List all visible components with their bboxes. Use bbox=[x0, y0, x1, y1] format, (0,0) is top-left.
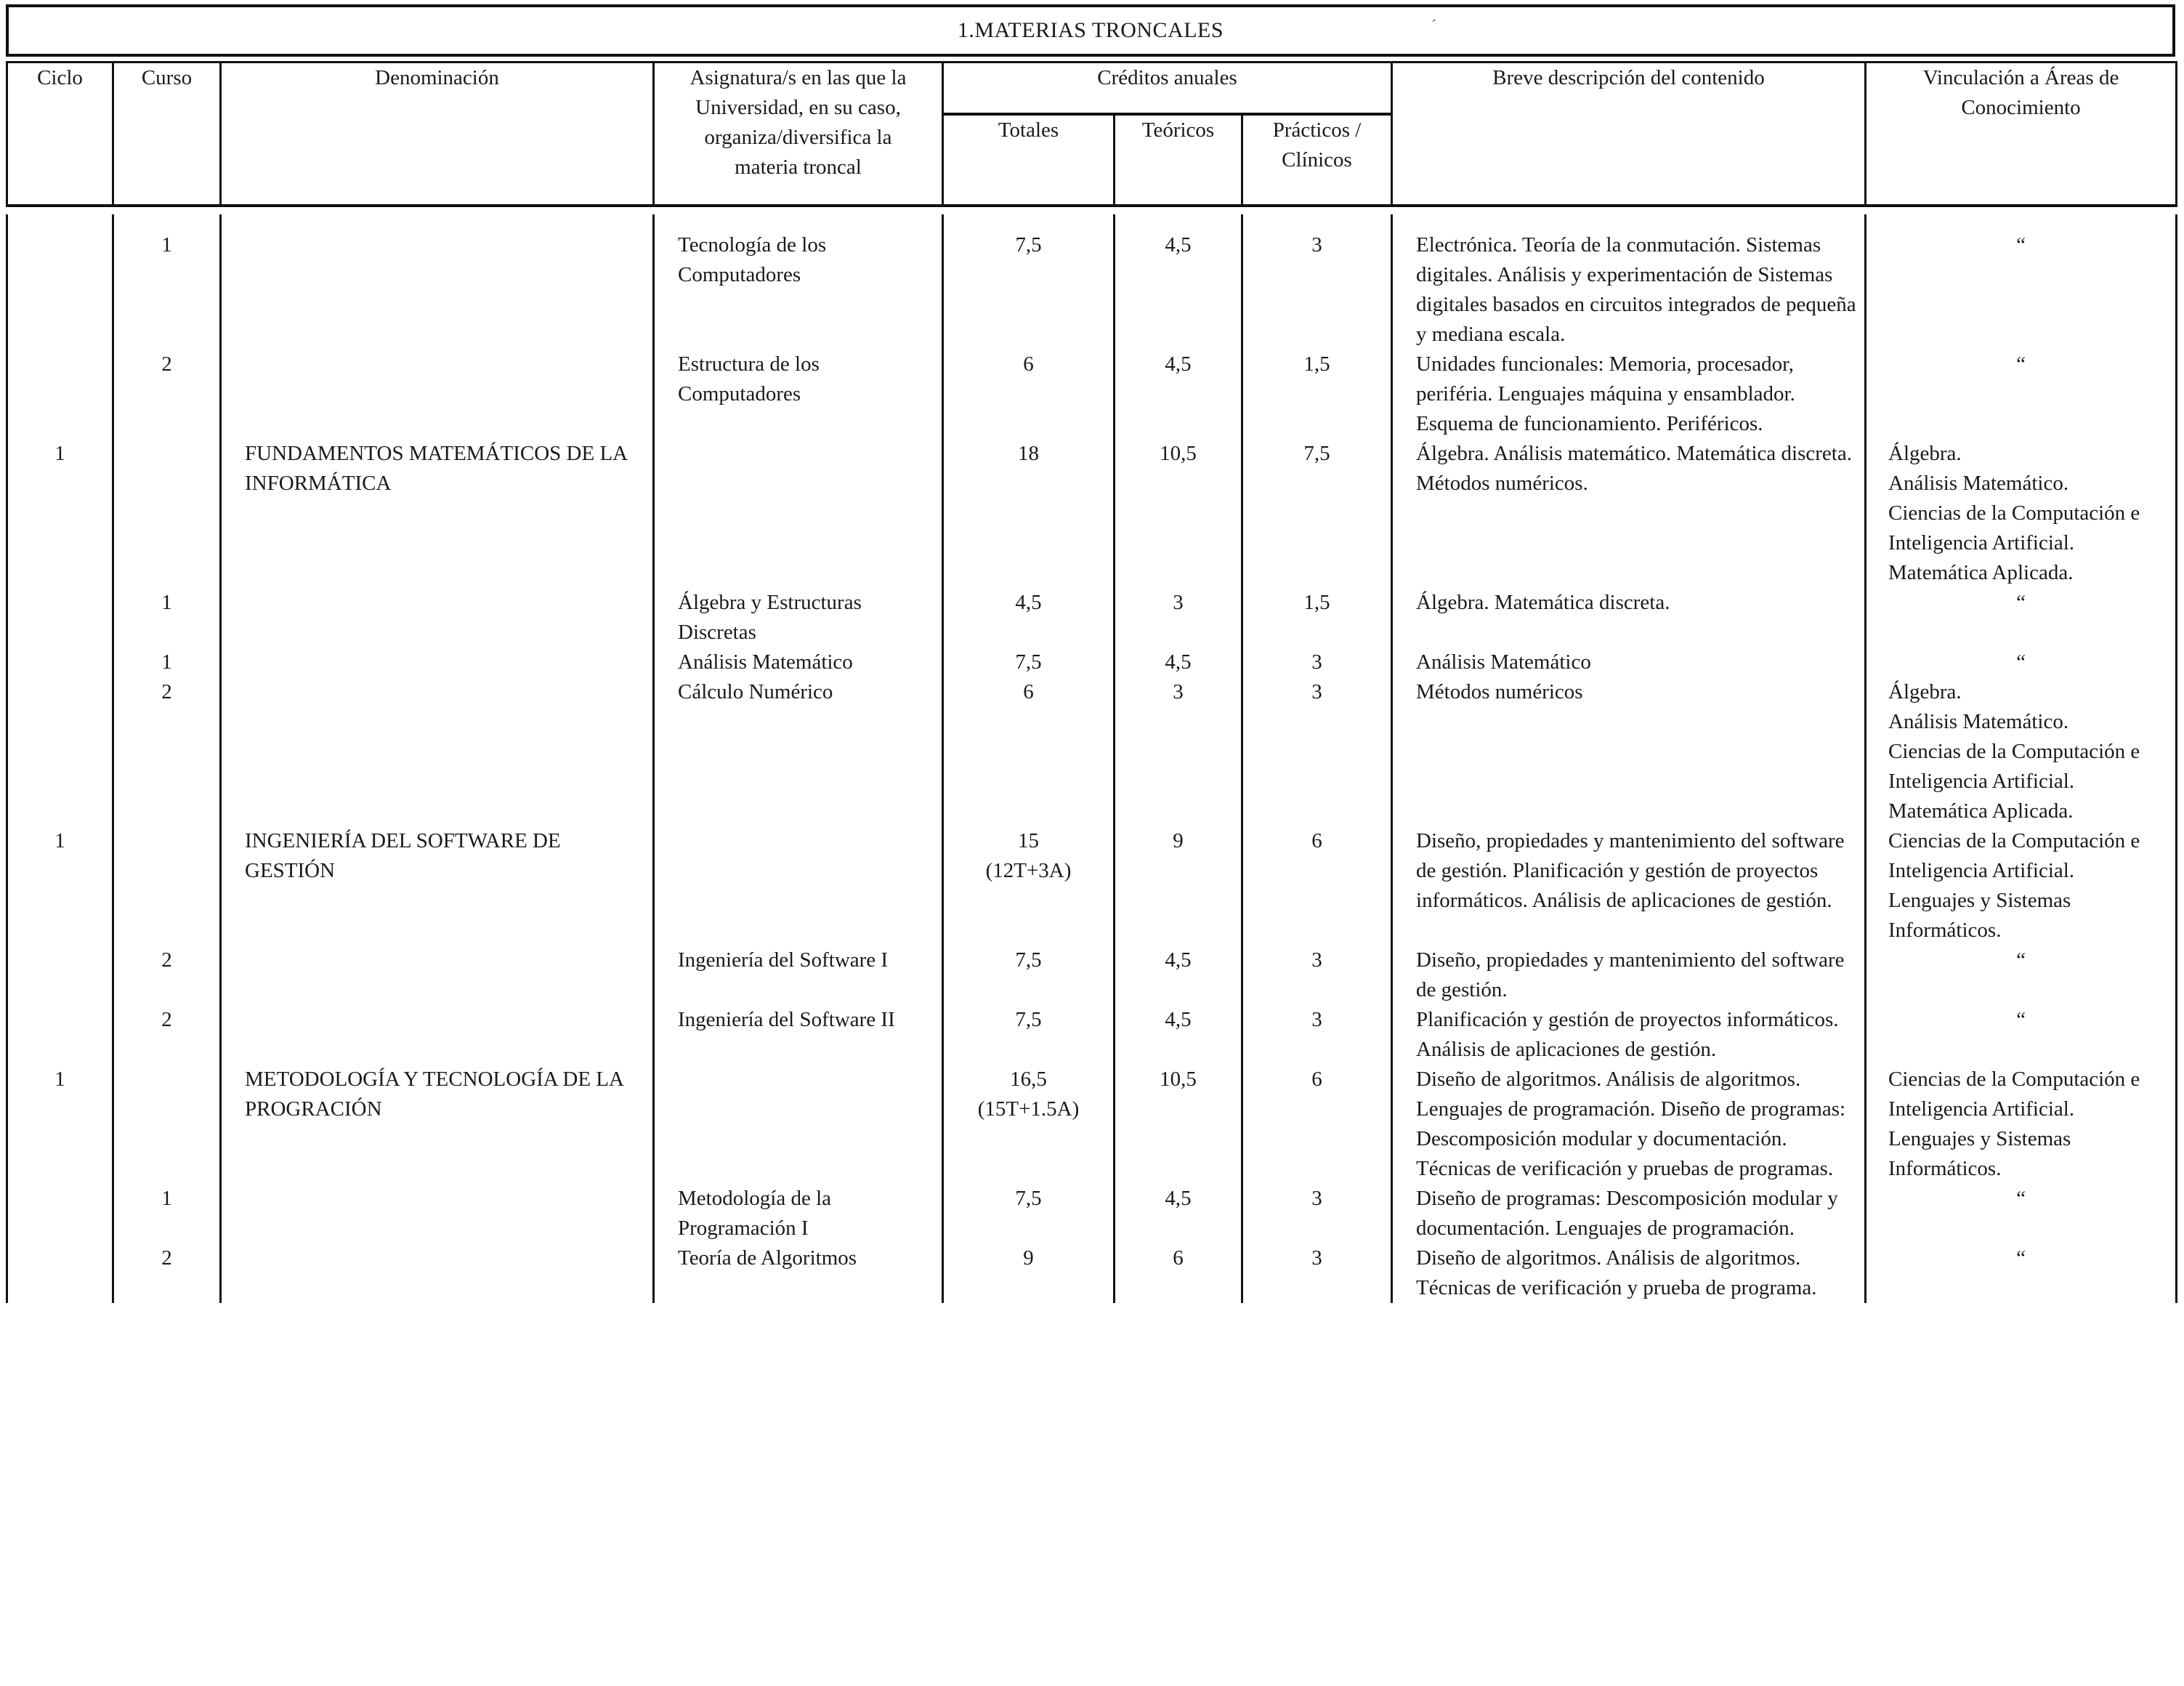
table-row bbox=[7, 1065, 2177, 1184]
cell-ciclo bbox=[7, 1243, 113, 1303]
cell-practicos: 6 bbox=[1242, 1065, 1392, 1184]
cell-teoricos: 3 bbox=[1115, 677, 1242, 826]
cell-asignatura: Teoría de Algoritmos bbox=[654, 1243, 943, 1303]
cell-ciclo: 1 bbox=[7, 826, 113, 945]
cell-teoricos: 4,5 bbox=[1115, 945, 1242, 1005]
cell-curso: 2 bbox=[113, 1243, 221, 1303]
cell-descripcion: Electrónica. Teoría de la conmutación. Sistemas digitales. Análisis y experimentación de Sistemas digitales basados en circuitos integrados de pequeña y mediana escala. bbox=[1392, 214, 1866, 350]
cell-asignatura bbox=[654, 826, 943, 945]
cell-asignatura: Estructura de los Computadores bbox=[654, 350, 943, 439]
cell-totales: 16,5 (15T+1.5A) bbox=[943, 1065, 1115, 1184]
header-ciclo: Ciclo bbox=[7, 62, 113, 206]
cell-practicos: 3 bbox=[1242, 1005, 1392, 1065]
cell-denominacion bbox=[221, 1005, 654, 1065]
cell-asignatura: Álgebra y Estructuras Discretas bbox=[654, 588, 943, 648]
cell-ciclo bbox=[7, 648, 113, 677]
document-page bbox=[6, 4, 2180, 1686]
table-body bbox=[7, 206, 2177, 1303]
cell-asignatura bbox=[654, 1065, 943, 1184]
cell-teoricos: 4,5 bbox=[1115, 1005, 1242, 1065]
table-row bbox=[7, 214, 2177, 350]
cell-curso: 1 bbox=[113, 214, 221, 350]
cell-denominacion bbox=[221, 1243, 654, 1303]
cell-denominacion bbox=[221, 677, 654, 826]
cell-ciclo bbox=[7, 945, 113, 1005]
cell-descripcion: Diseño de programas: Descomposición modular y documentación. Lenguajes de programación. bbox=[1392, 1184, 1866, 1243]
cell-asignatura: Ingeniería del Software I bbox=[654, 945, 943, 1005]
cell-curso: 2 bbox=[113, 350, 221, 439]
cell-asignatura: Tecnología de los Computadores bbox=[654, 214, 943, 350]
cell-asignatura bbox=[654, 439, 943, 588]
cell-descripcion: Diseño de algoritmos. Análisis de algoritmos. Técnicas de verificación y prueba de programa. bbox=[1392, 1243, 1866, 1303]
cell-teoricos: 4,5 bbox=[1115, 648, 1242, 677]
header-curso: Curso bbox=[113, 62, 221, 206]
header-teoricos: Teóricos bbox=[1115, 114, 1242, 206]
cell-vinculacion: “ bbox=[1866, 648, 2177, 677]
table-row bbox=[7, 350, 2177, 439]
table-row bbox=[7, 1243, 2177, 1303]
cell-vinculacion: “ bbox=[1866, 945, 2177, 1005]
cell-descripcion: Análisis Matemático bbox=[1392, 648, 1866, 677]
cell-curso bbox=[113, 826, 221, 945]
cell-ciclo: 1 bbox=[7, 1065, 113, 1184]
cell-descripcion: Diseño de algoritmos. Análisis de algoritmos. Lenguajes de programación. Diseño de programas: Descomposición modular y documentación. Técnicas de verificación y pruebas de programas. bbox=[1392, 1065, 1866, 1184]
cell-vinculacion: “ bbox=[1866, 588, 2177, 648]
section-title-text: 1.MATERIAS TRONCALES bbox=[957, 18, 1224, 42]
cell-totales: 6 bbox=[943, 677, 1115, 826]
cell-curso: 1 bbox=[113, 1184, 221, 1243]
header-creditos: Créditos anuales bbox=[943, 62, 1392, 115]
table-row bbox=[7, 1184, 2177, 1243]
header-denominacion: Denominación bbox=[221, 62, 654, 206]
cell-curso: 1 bbox=[113, 588, 221, 648]
cell-totales: 7,5 bbox=[943, 214, 1115, 350]
cell-curso: 2 bbox=[113, 677, 221, 826]
cell-ciclo bbox=[7, 214, 113, 350]
cell-totales: 7,5 bbox=[943, 945, 1115, 1005]
cell-practicos: 7,5 bbox=[1242, 439, 1392, 588]
cell-curso: 2 bbox=[113, 945, 221, 1005]
cell-denominacion bbox=[221, 648, 654, 677]
cell-teoricos: 9 bbox=[1115, 826, 1242, 945]
cell-vinculacion: Ciencias de la Computación e Inteligencia Artificial. Lenguajes y Sistemas Informáticos. bbox=[1866, 1065, 2177, 1184]
cell-vinculacion: “ bbox=[1866, 1243, 2177, 1303]
cell-teoricos: 4,5 bbox=[1115, 1184, 1242, 1243]
cell-ciclo bbox=[7, 1184, 113, 1243]
cell-vinculacion: Álgebra. Análisis Matemático. Ciencias de la Computación e Inteligencia Artificial. Matemática Aplicada. bbox=[1866, 677, 2177, 826]
cell-descripcion: Métodos numéricos bbox=[1392, 677, 1866, 826]
cell-curso: 2 bbox=[113, 1005, 221, 1065]
stray-mark: ´ bbox=[1431, 16, 1437, 34]
table-row bbox=[7, 439, 2177, 588]
cell-ciclo bbox=[7, 1005, 113, 1065]
table-header bbox=[7, 62, 2177, 206]
cell-teoricos: 3 bbox=[1115, 588, 1242, 648]
cell-teoricos: 4,5 bbox=[1115, 350, 1242, 439]
cell-totales: 4,5 bbox=[943, 588, 1115, 648]
cell-vinculacion: Ciencias de la Computación e Inteligencia Artificial. Lenguajes y Sistemas Informáticos. bbox=[1866, 826, 2177, 945]
cell-descripcion: Diseño, propiedades y mantenimiento del software de gestión. Planificación y gestión de proyectos informáticos. Análisis de aplicaciones de gestión. bbox=[1392, 826, 1866, 945]
cell-descripcion: Planificación y gestión de proyectos informáticos. Análisis de aplicaciones de gestión. bbox=[1392, 1005, 1866, 1065]
troncales-table bbox=[6, 61, 2177, 1303]
table-row bbox=[7, 1005, 2177, 1065]
cell-practicos: 3 bbox=[1242, 648, 1392, 677]
section-title bbox=[6, 4, 2175, 57]
cell-teoricos: 10,5 bbox=[1115, 1065, 1242, 1184]
cell-denominacion bbox=[221, 214, 654, 350]
cell-asignatura: Análisis Matemático bbox=[654, 648, 943, 677]
cell-asignatura: Ingeniería del Software II bbox=[654, 1005, 943, 1065]
cell-descripcion: Álgebra. Análisis matemático. Matemática discreta. Métodos numéricos. bbox=[1392, 439, 1866, 588]
cell-practicos: 6 bbox=[1242, 826, 1392, 945]
cell-practicos: 3 bbox=[1242, 1243, 1392, 1303]
cell-totales: 9 bbox=[943, 1243, 1115, 1303]
cell-totales: 7,5 bbox=[943, 1005, 1115, 1065]
header-descripcion: Breve descripción del contenido bbox=[1392, 62, 1866, 206]
table-row bbox=[7, 677, 2177, 826]
cell-totales: 15 (12T+3A) bbox=[943, 826, 1115, 945]
cell-denominacion bbox=[221, 588, 654, 648]
cell-totales: 7,5 bbox=[943, 648, 1115, 677]
cell-totales: 18 bbox=[943, 439, 1115, 588]
cell-descripcion: Diseño, propiedades y mantenimiento del software de gestión. bbox=[1392, 945, 1866, 1005]
cell-practicos: 1,5 bbox=[1242, 588, 1392, 648]
header-practicos: Prácticos / Clínicos bbox=[1242, 114, 1392, 206]
cell-vinculacion: Álgebra. Análisis Matemático. Ciencias de la Computación e Inteligencia Artificial. Matemática Aplicada. bbox=[1866, 439, 2177, 588]
cell-vinculacion: “ bbox=[1866, 214, 2177, 350]
cell-practicos: 3 bbox=[1242, 214, 1392, 350]
table-row bbox=[7, 588, 2177, 648]
cell-denominacion bbox=[221, 945, 654, 1005]
cell-curso: 1 bbox=[113, 648, 221, 677]
cell-asignatura: Cálculo Numérico bbox=[654, 677, 943, 826]
cell-descripcion: Álgebra. Matemática discreta. bbox=[1392, 588, 1866, 648]
cell-practicos: 3 bbox=[1242, 1184, 1392, 1243]
cell-ciclo bbox=[7, 677, 113, 826]
cell-denominacion: METODOLOGÍA Y TECNOLOGÍA DE LA PROGRACIÓN bbox=[221, 1065, 654, 1184]
cell-teoricos: 4,5 bbox=[1115, 214, 1242, 350]
cell-descripcion: Unidades funcionales: Memoria, procesador, periféria. Lenguajes máquina y ensamblador. Esquema de funcionamiento. Periféricos. bbox=[1392, 350, 1866, 439]
cell-vinculacion: “ bbox=[1866, 1184, 2177, 1243]
header-vinculacion: Vinculación a Áreas de Conocimiento bbox=[1866, 62, 2177, 206]
cell-totales: 7,5 bbox=[943, 1184, 1115, 1243]
header-totales: Totales bbox=[943, 114, 1115, 206]
cell-denominacion: INGENIERÍA DEL SOFTWARE DE GESTIÓN bbox=[221, 826, 654, 945]
cell-teoricos: 6 bbox=[1115, 1243, 1242, 1303]
cell-denominacion: FUNDAMENTOS MATEMÁTICOS DE LA INFORMÁTICA bbox=[221, 439, 654, 588]
cell-ciclo: 1 bbox=[7, 439, 113, 588]
cell-curso bbox=[113, 439, 221, 588]
cell-ciclo bbox=[7, 350, 113, 439]
table-row bbox=[7, 826, 2177, 945]
cell-vinculacion: “ bbox=[1866, 1005, 2177, 1065]
cell-ciclo bbox=[7, 588, 113, 648]
cell-practicos: 3 bbox=[1242, 677, 1392, 826]
cell-practicos: 3 bbox=[1242, 945, 1392, 1005]
cell-denominacion bbox=[221, 1184, 654, 1243]
cell-totales: 6 bbox=[943, 350, 1115, 439]
cell-asignatura: Metodología de la Programación I bbox=[654, 1184, 943, 1243]
cell-curso bbox=[113, 1065, 221, 1184]
cell-practicos: 1,5 bbox=[1242, 350, 1392, 439]
table-row bbox=[7, 945, 2177, 1005]
table-row bbox=[7, 648, 2177, 677]
cell-denominacion bbox=[221, 350, 654, 439]
header-asignatura: Asignatura/s en las que la Universidad, en su caso, organiza/diversifica la materia troncal bbox=[654, 62, 943, 206]
cell-teoricos: 10,5 bbox=[1115, 439, 1242, 588]
cell-vinculacion: “ bbox=[1866, 350, 2177, 439]
